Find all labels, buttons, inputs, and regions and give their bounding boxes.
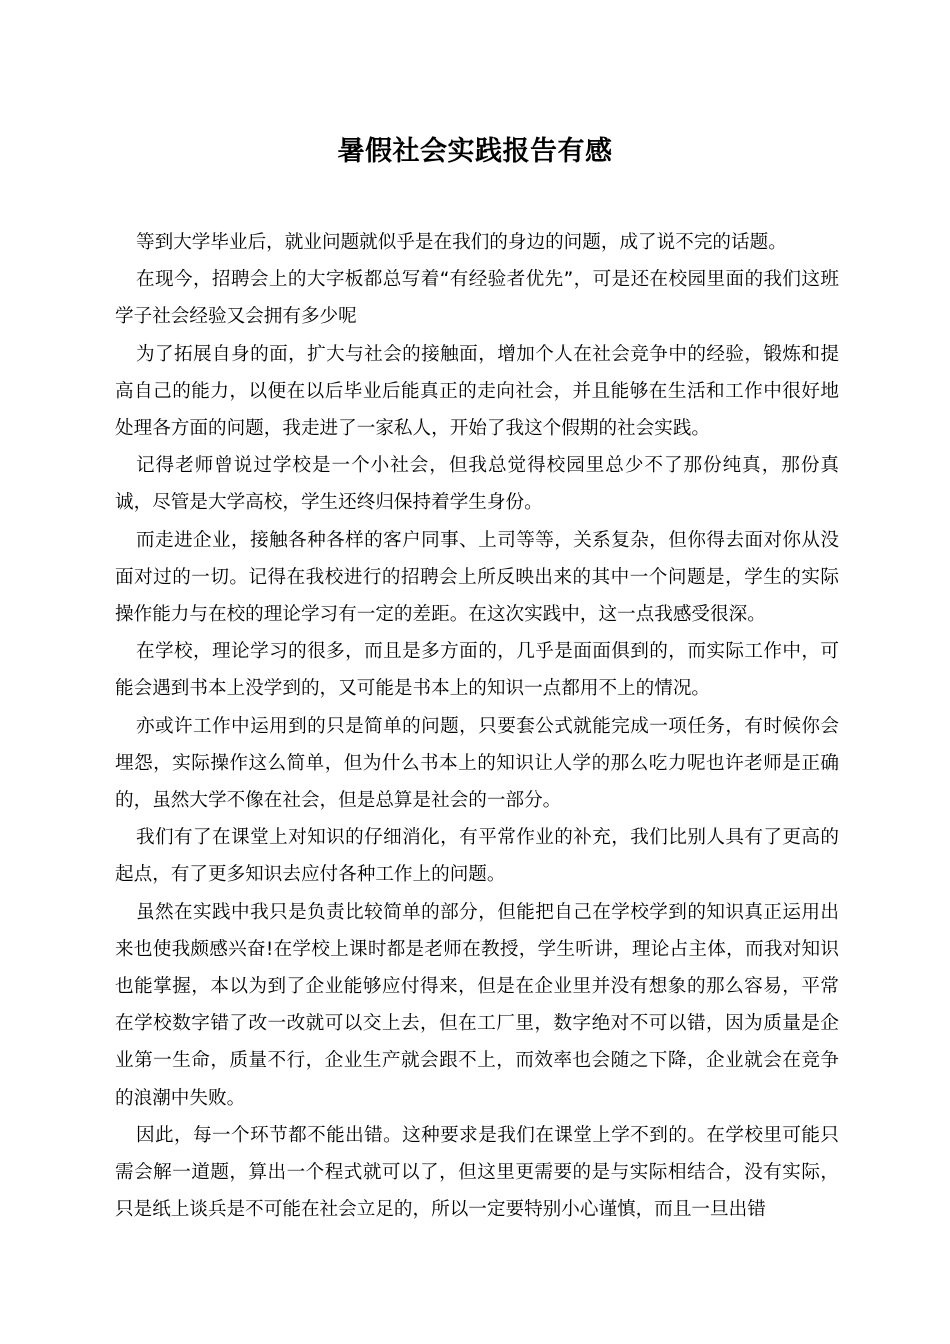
paragraph-7: 亦或许工作中运用到的只是简单的问题，只要套公式就能完成一项任务，有时候你会埋怨，实际操作这么简单，但为什么书本上的知识让人学的那么吃力呢也许老师是正确的，虽然大学不像在社会，但是总算是社会的一部分。 — [115, 715, 839, 812]
paragraph-5: 而走进企业，接触各种各样的客户同事、上司等等，关系复杂，但你得去面对你从没面对过的一切。记得在我校进行的招聘会上所反映出来的其中一个问题是，学生的实际操作能力与在校的理论学习有一定的差距。在这次实践中，这一点我感受很深。 — [115, 529, 839, 626]
document-body — [115, 224, 839, 1228]
paragraph-3: 为了拓展自身的面，扩大与社会的接触面，增加个人在社会竞争中的经验，锻炼和提高自己的能力，以便在以后毕业后能真正的走向社会，并且能够在生活和工作中很好地处理各方面的问题，我走进了一家私人，开始了我这个假期的社会实践。 — [115, 343, 839, 440]
paragraph-4: 记得老师曾说过学校是一个小社会，但我总觉得校园里总少不了那份纯真，那份真诚，尽管是大学高校，学生还终归保持着学生身份。 — [115, 455, 839, 514]
paragraph-1: 等到大学毕业后，就业问题就似乎是在我们的身边的问题，成了说不完的话题。 — [136, 232, 787, 253]
document-title: 暑假社会实践报告有感 — [337, 136, 613, 167]
paragraph-10: 因此，每一个环节都不能出错。这种要求是我们在课堂上学不到的。在学校里可能只需会解一道题，算出一个程式就可以了，但这里更需要的是与实际相结合，没有实际，只是纸上谈兵是不可能在社会立足的，所以一定要特别小心谨慎，而且一旦出错 — [115, 1124, 839, 1221]
paragraph-6: 在学校，理论学习的很多，而且是多方面的，几乎是面面俱到的，而实际工作中，可能会遇到书本上没学到的，又可能是书本上的知识一点都用不上的情况。 — [115, 641, 839, 700]
paragraph-9: 虽然在实践中我只是负责比较简单的部分，但能把自己在学校学到的知识真正运用出来也使我颇感兴奋!在学校上课时都是老师在教授，学生听讲，理论占主体，而我对知识也能掌握，本以为到了企业能够应付得来，但是在企业里并没有想象的那么容易，平常在学校数字错了改一改就可以交上去，但在工厂里，数字绝对不可以错，因为质量是企业第一生命，质量不行，企业生产就会跟不上，而效率也会随之下降，企业就会在竞争的浪潮中失败。 — [115, 901, 839, 1109]
paragraph-8: 我们有了在课堂上对知识的仔细消化，有平常作业的补充，我们比别人具有了更高的起点，有了更多知识去应付各种工作上的问题。 — [115, 827, 839, 886]
paragraph-2: 在现今，招聘会上的大字板都总写着“有经验者优先”，可是还在校园里面的我们这班学子社会经验又会拥有多少呢 — [115, 269, 839, 328]
